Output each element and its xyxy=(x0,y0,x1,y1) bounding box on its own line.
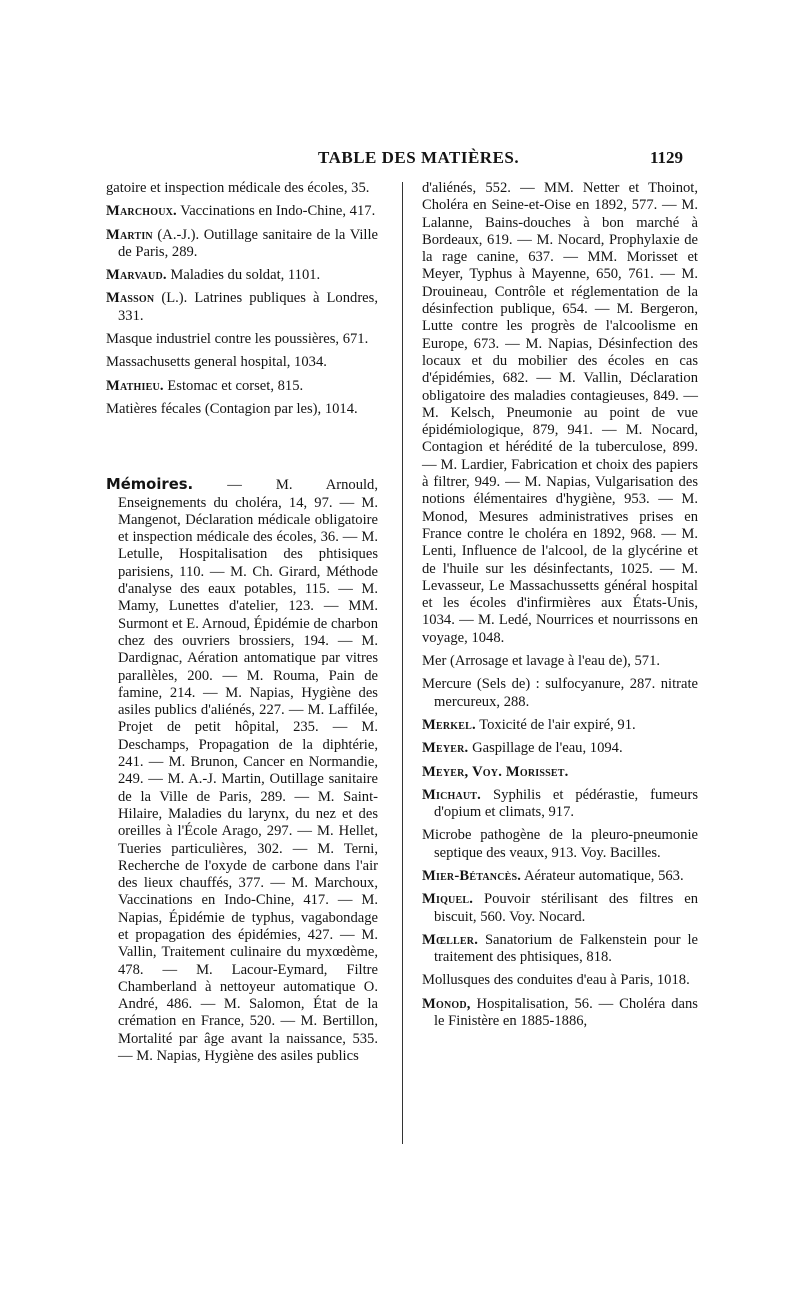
entry-text: Vaccinations en Indo-Chine, 417. xyxy=(180,203,376,220)
entry-text: Mollusques des conduites d'eau à Paris, 1018. xyxy=(422,972,690,989)
entry-text: (L.). Latrines publiques à Londres, 331. xyxy=(118,290,378,324)
index-column-right xyxy=(422,180,698,1030)
page-number: 1129 xyxy=(650,148,684,167)
index-entry xyxy=(422,827,698,862)
entry-heading: Meyer, xyxy=(422,763,469,780)
column-divider xyxy=(402,182,403,1144)
entry-heading: Marvaud. xyxy=(106,267,167,284)
page-title: TABLE DES MATIÈRES. xyxy=(318,148,520,167)
entry-text: Mercure (Sels de) : sulfocyanure, 287. nitrate mercureux, 288. xyxy=(422,676,698,710)
index-column-left xyxy=(106,180,378,1065)
entry-heading: Mathieu. xyxy=(106,377,164,394)
entry-text: Mer (Arrosage et lavage à l'eau de), 571. xyxy=(422,653,661,670)
running-head xyxy=(0,148,800,170)
index-entry xyxy=(422,891,698,926)
index-entry xyxy=(422,787,698,822)
index-entry xyxy=(422,653,698,670)
index-entry xyxy=(106,267,378,284)
entry-text: Masque industriel contre les poussières, 671. xyxy=(106,331,369,348)
index-entry xyxy=(106,354,378,371)
entry-heading: Mier-Bétancès. xyxy=(422,867,522,884)
entry-text: Gaspillage de l'eau, 1094. xyxy=(472,740,623,757)
entry-text: Toxicité de l'air expiré, 91. xyxy=(479,716,636,733)
entry-text: — M. Arnould, Enseignements du choléra, 14, 97. — M. Mangenot, Déclaration médicale obligatoire et inspection médicale des écoles, 36. — M. Letulle, Hospitalisation des phtisiques parisiens, 110. — M. Ch. Girard, Méthode d'analyse des eaux potables, 115. — M. Mamy, Lunettes d'atelier, 123. — MM. Surmont et E. Arnoud, Épidémie de charbon chez des ouvriers brossiers, 194. — M. Dardignac, Aération antomatique par vitres parallèles, 200. — M. Rouma, Pain de famine, 214. — M. Napias, Hygiène des asiles publics d'aliénés, 227. — M. Laffilée, Projet de petit hôpital, 235. — M. Deschamps, Propagation de la diphtérie, 241. — M. Brunon, Cancer en Normandie, 249. — M. A.-J. Martin, Outillage sanitaire de la Ville de Paris, 289. — M. Saint-Hilaire, Maladies du larynx, du nez et des oreilles à l'École Arago, 297. — M. Hellet, Tueries particulières, 302. — M. Terni, Recherche de l'oxyde de carbone dans l'air des lieux chauffés, 377. — M. Marchoux, Vaccinations en Indo-Chine, 417. — M. Napias, Épidémie de typhus, vagabondage et propagation des épidémies, 427. — M. Vallin, Traitement culinaire du myxœdème, 478. — M. Lacour-Eymard, Filtre Chamberland à nettoyeur automatique O. André, 486. — M. Salomon, État de la crémation en France, 520. — M. Bertillon, Mortalité par âge avant la naissance, 535. — M. Napias, Hygiène des asiles publics xyxy=(118,477,379,1065)
entry-heading: Masson xyxy=(106,290,155,307)
entry-text: Voy. Morisset. xyxy=(472,763,569,780)
entry-heading: Mémoires. xyxy=(106,476,194,494)
index-entry xyxy=(106,227,378,262)
index-entry xyxy=(106,378,378,395)
index-entry xyxy=(422,764,698,781)
entry-heading: Monod, xyxy=(422,995,471,1012)
index-entry xyxy=(422,740,698,757)
entry-text: Aérateur automatique, 563. xyxy=(523,867,684,884)
entry-text: (A.-J.). Outillage sanitaire de la Ville de Paris, 289. xyxy=(118,226,378,260)
entry-text: Hospitalisation, 56. — Choléra dans le Finistère en 1885-1886, xyxy=(434,995,698,1030)
entry-text: Microbe pathogène de la pleuro-pneumonie septique des veaux, 913. Voy. Bacilles. xyxy=(422,827,698,861)
entry-heading: Miquel. xyxy=(422,891,474,908)
entry-heading: Mœller. xyxy=(422,931,479,948)
section-gap xyxy=(106,424,378,476)
index-entry xyxy=(106,290,378,325)
entry-heading: Merkel. xyxy=(422,716,476,733)
index-entry xyxy=(422,996,698,1031)
entry-heading: Martin xyxy=(106,226,153,243)
entry-text: Sanatorium de Falkenstein pour le traitement des phtisiques, 818. xyxy=(434,931,699,966)
index-entry xyxy=(422,717,698,734)
index-entry xyxy=(106,401,378,418)
index-entry xyxy=(106,203,378,220)
entry-text: Pouvoir stérilisant des filtres en biscuit, 560. Voy. Nocard. xyxy=(434,891,699,925)
index-entry xyxy=(106,331,378,348)
index-entry-continuation: gatoire et inspection médicale des écoles, 35. xyxy=(106,180,370,196)
index-entry xyxy=(422,868,698,885)
entry-text: Estomac et corset, 815. xyxy=(167,377,304,394)
entry-text: Massachusetts general hospital, 1034. xyxy=(106,354,327,371)
entry-text: Maladies du soldat, 1101. xyxy=(170,267,321,284)
entry-text: Matières fécales (Contagion par les), 1014. xyxy=(106,400,358,417)
index-entry xyxy=(422,972,698,989)
entry-text: Syphilis et pédérastie, fumeurs d'opium et climats, 917. xyxy=(434,786,698,821)
index-entry xyxy=(422,932,698,967)
entry-heading: Marchoux. xyxy=(106,203,177,220)
index-entry xyxy=(422,676,698,711)
entry-heading: Meyer. xyxy=(422,740,469,757)
entry-heading: Michaut. xyxy=(422,786,482,803)
index-entry-continuation: d'aliénés, 552. — MM. Netter et Thoinot, Choléra en Seine-et-Oise en 1892, 577. — M. Lalanne, Bains-douches à bon marché à Bordeaux, 619. — M. Nocard, Prophylaxie de la rage canine, 637. — MM. Morisset et Meyer, Typhus à Mayenne, 650, 761. — M. Drouineau, Contrôle et réglementation de la désinfection publique, 654. — M. Bergeron, Lutte contre les progrès de l'alcoolisme en Europe, 673. — M. Napias, Désinfection des locaux et du mobilier des écoles en cas d'épidémies, 682. — M. Vallin, Déclaration obligatoire des maladies contagieuses, 849. — M. Kelsch, Pneumonie au point de vue épidémiologique, 879, 941. — M. Nocard, Contagion et hérédité de la tuberculose, 899. — M. Lardier, Fabrication et choix des papiers à filtrer, 949. — M. Napias, Vulgarisation des notions élémentaires d'hygiène, 953. — M. Monod, Mesures administratives prises en France contre le choléra en 1892, 968. — M. Lenti, Influence de l'alcool, de la glycérine et de l'huile sur les désinfectants, 1025. — M. Levasseur, Le Massachussetts général hospital et les écoles d'infirmières aux États-Unis, 1034. — M. Ledé, Nourrices et nourrissons en voyage, 1048. xyxy=(422,180,698,646)
index-entry-memoires xyxy=(106,476,378,1065)
